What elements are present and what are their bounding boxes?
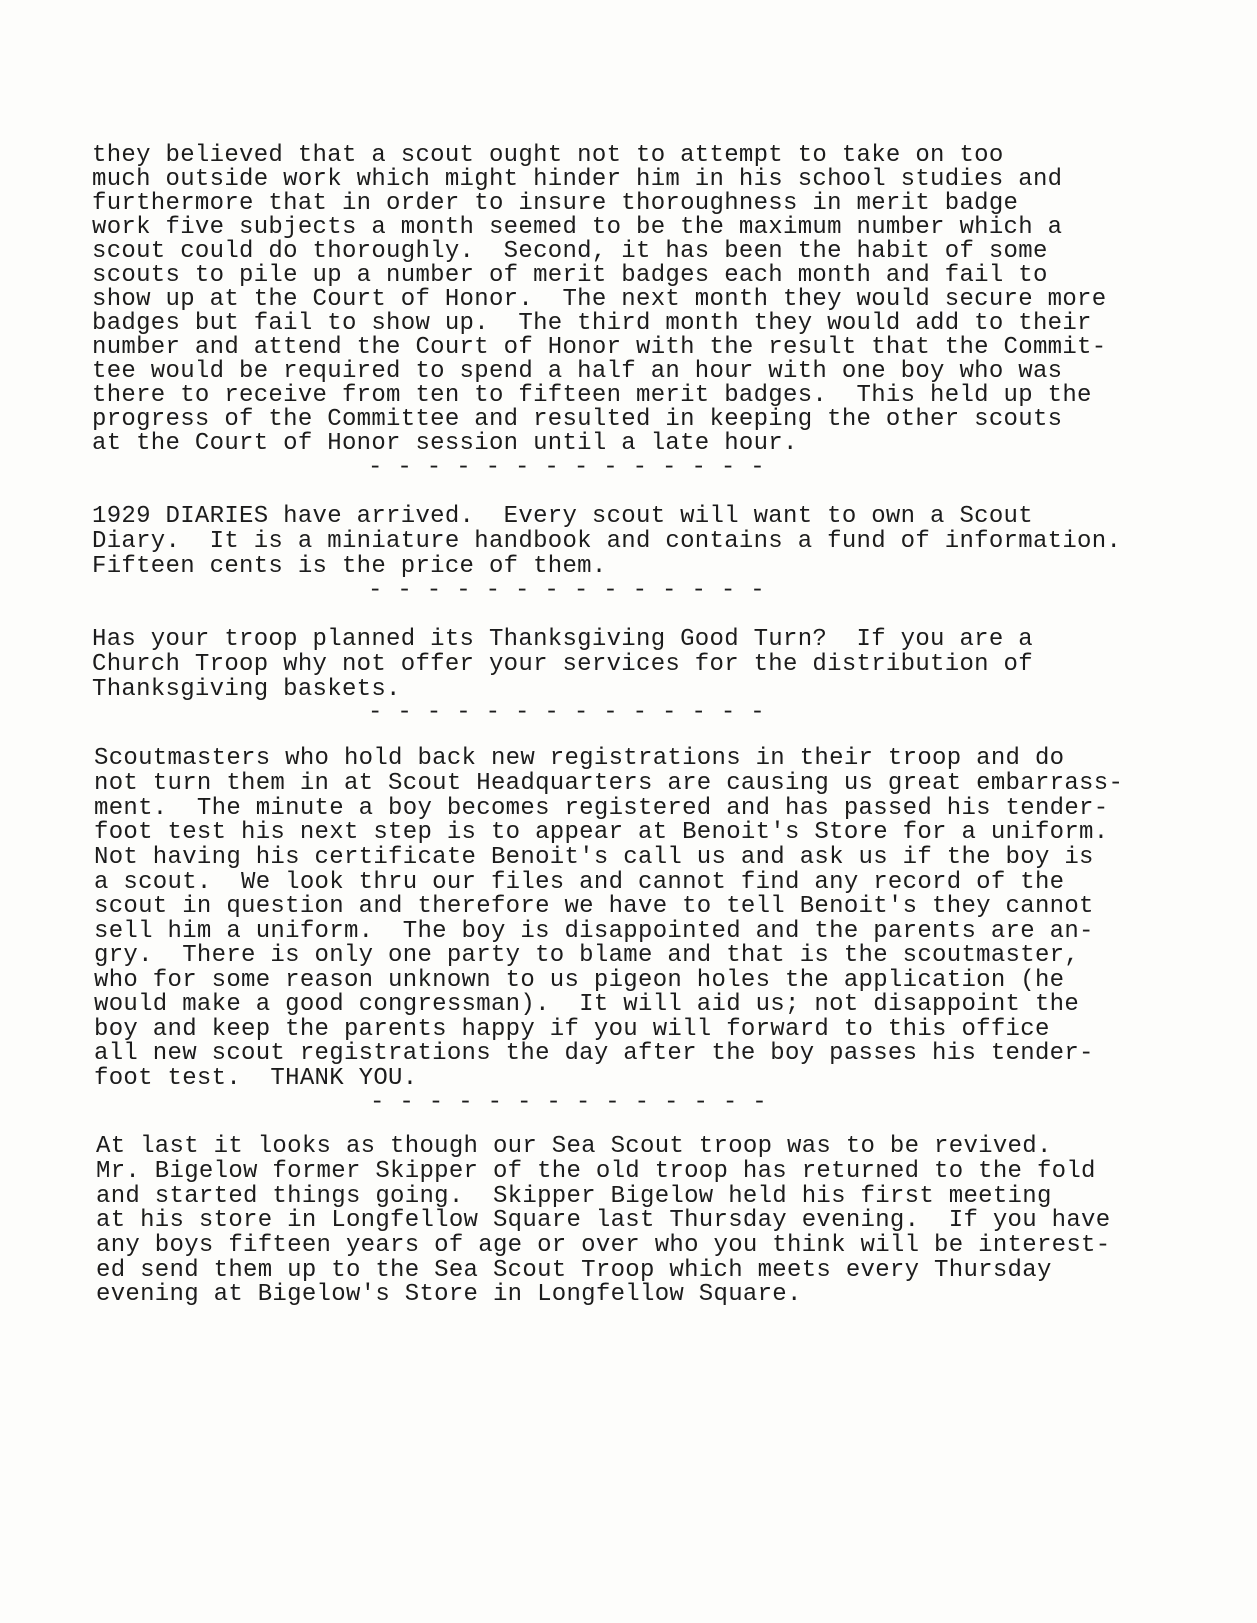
text-line: foot test. THANK YOU. [94, 1065, 418, 1092]
dashed-separator: - - - - - - - - - - - - - - [368, 699, 765, 726]
text-line: there to receive from ten to fifteen merit badges. This held up the [92, 382, 1092, 409]
text-line: all new scout registrations the day after the boy passes his tender- [94, 1040, 1094, 1067]
text-line: a scout. We look thru our files and cannot find any record of the [94, 869, 1065, 896]
dashed-separator: - - - - - - - - - - - - - - [368, 454, 765, 481]
text-line: at the Court of Honor session until a late hour. [92, 430, 798, 457]
text-line: scout could do thoroughly. Second, it has been the habit of some [92, 238, 1048, 265]
text-line: show up at the Court of Honor. The next month they would secure more [92, 286, 1107, 313]
text-line: gry. There is only one party to blame and that is the scoutmaster, [94, 942, 1080, 969]
text-line: ment. The minute a boy becomes registered and has passed his tender- [94, 795, 1109, 822]
text-line: scout in question and therefore we have to tell Benoit's they cannot [94, 893, 1094, 920]
text-line: Has your troop planned its Thanksgiving Good Turn? If you are a [92, 626, 1033, 653]
text-line: progress of the Committee and resulted in keeping the other scouts [92, 406, 1063, 433]
text-line: sell him a uniform. The boy is disappointed and the parents are an- [94, 918, 1094, 945]
text-line: boy and keep the parents happy if you will forward to this office [94, 1016, 1050, 1043]
text-line: ed send them up to the Sea Scout Troop which meets every Thursday [96, 1257, 1052, 1284]
dashed-separator: - - - - - - - - - - - - - - [368, 577, 765, 604]
text-line: Fifteen cents is the price of them. [92, 553, 607, 580]
text-line: badges but fail to show up. The third month they would add to their [92, 310, 1092, 337]
text-line: Diary. It is a miniature handbook and contains a fund of information. [92, 528, 1122, 555]
text-line: would make a good congressman). It will aid us; not disappoint the [94, 991, 1080, 1018]
text-line: and started things going. Skipper Bigelow held his first meeting [96, 1183, 1052, 1210]
text-line: Not having his certificate Benoit's call us and ask us if the boy is [94, 844, 1094, 871]
text-line: any boys fifteen years of age or over who you think will be interest- [96, 1232, 1111, 1259]
text-line: At last it looks as though our Sea Scout troop was to be revived. [96, 1133, 1052, 1160]
text-line: number and attend the Court of Honor with the result that the Commit- [92, 334, 1107, 361]
text-line: Scoutmasters who hold back new registrations in their troop and do [94, 745, 1065, 772]
text-line: Thanksgiving baskets. [92, 676, 401, 703]
text-line: at his store in Longfellow Square last Thursday evening. If you have [96, 1207, 1111, 1234]
text-line: work five subjects a month seemed to be the maximum number which a [92, 214, 1063, 241]
text-line: Church Troop why not offer your services for the distribution of [92, 651, 1033, 678]
text-line: who for some reason unknown to us pigeon holes the application (he [94, 967, 1065, 994]
text-line: evening at Bigelow's Store in Longfellow Square. [96, 1281, 802, 1308]
dashed-separator: - - - - - - - - - - - - - - [370, 1089, 767, 1116]
text-line: they believed that a scout ought not to attempt to take on too [92, 142, 1004, 169]
text-line: 1929 DIARIES have arrived. Every scout will want to own a Scout [92, 503, 1033, 530]
text-line: not turn them in at Scout Headquarters are causing us great embarrass- [94, 770, 1124, 797]
text-line: foot test his next step is to appear at Benoit's Store for a uniform. [94, 819, 1109, 846]
text-line: scouts to pile up a number of merit badges each month and fail to [92, 262, 1048, 289]
text-line: tee would be required to spend a half an hour with one boy who was [92, 358, 1063, 385]
text-line: Mr. Bigelow former Skipper of the old troop has returned to the fold [96, 1158, 1096, 1185]
text-line: much outside work which might hinder him in his school studies and [92, 166, 1063, 193]
text-line: furthermore that in order to insure thoroughness in merit badge [92, 190, 1019, 217]
